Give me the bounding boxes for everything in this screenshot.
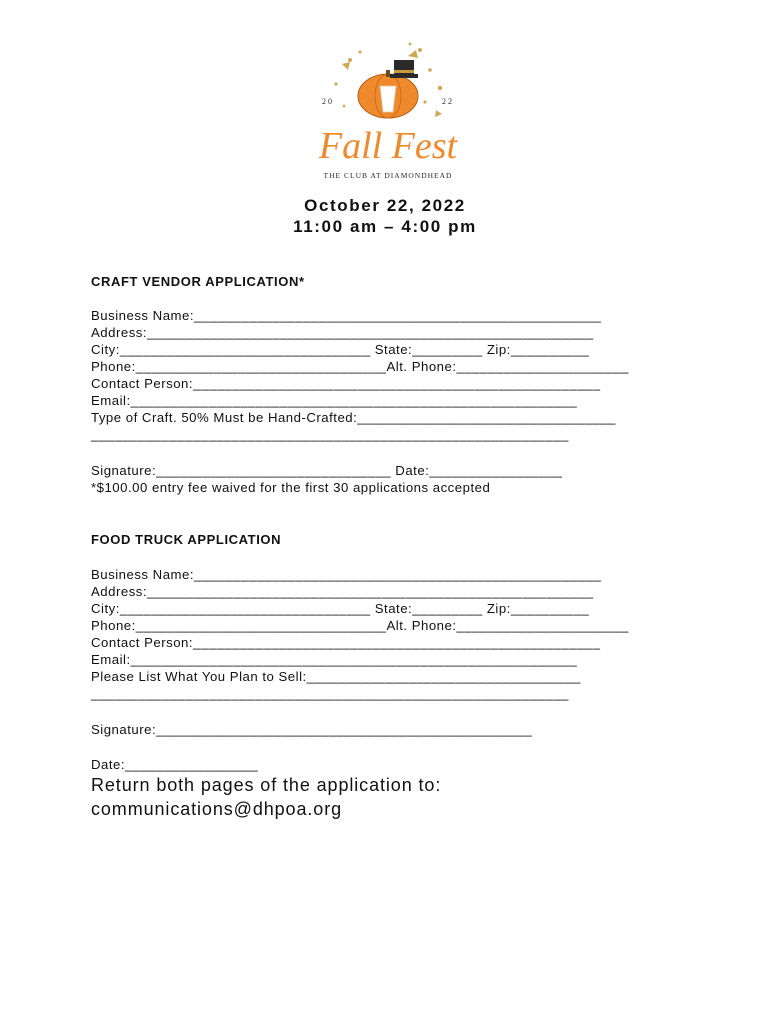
craft-heading: CRAFT VENDOR APPLICATION* <box>91 274 305 289</box>
food-business-name-field[interactable]: Business Name:____________________________________________________ <box>91 567 602 582</box>
craft-city-state-zip-field[interactable]: City:________________________________ State:_________ Zip:__________ <box>91 342 590 357</box>
craft-phone-field[interactable]: Phone:________________________________Alt. Phone:______________________ <box>91 359 629 374</box>
craft-email-field[interactable]: Email:_________________________________________________________ <box>91 393 578 408</box>
food-email-field[interactable]: Email:_________________________________________________________ <box>91 652 578 667</box>
fall-fest-logo <box>290 40 486 182</box>
food-phone-field[interactable]: Phone:________________________________Alt. Phone:______________________ <box>91 618 629 633</box>
food-date-field[interactable]: Date:_________________ <box>91 757 259 772</box>
food-contact-field[interactable]: Contact Person:____________________________________________________ <box>91 635 601 650</box>
craft-type-continuation[interactable]: _____________________________________________________________ <box>91 427 569 442</box>
logo-year-left: 2 0 <box>322 97 332 106</box>
food-signature-field[interactable]: Signature:________________________________________________ <box>91 722 533 737</box>
food-city-state-zip-field[interactable]: City:________________________________ State:_________ Zip:__________ <box>91 601 590 616</box>
logo-title: Fall Fest <box>318 125 458 167</box>
craft-fee-note: *$100.00 entry fee waived for the first 30 applications accepted <box>91 480 491 495</box>
craft-address-field[interactable]: Address:_________________________________________________________ <box>91 325 594 340</box>
return-email: communications@dhpoa.org <box>91 799 342 819</box>
event-time: 11:00 am – 4:00 pm <box>293 217 477 236</box>
craft-type-field[interactable]: Type of Craft. 50% Must be Hand-Crafted:_________________________________ <box>91 410 616 425</box>
logo-subtitle: THE CLUB AT DIAMONDHEAD <box>323 171 453 180</box>
return-instructions: Return both pages of the application to: <box>91 775 442 795</box>
event-date: October 22, 2022 <box>304 196 466 215</box>
food-sell-continuation[interactable]: _____________________________________________________________ <box>91 686 569 701</box>
craft-signature-date-field[interactable]: Signature:______________________________ Date:_________________ <box>91 463 563 478</box>
craft-contact-field[interactable]: Contact Person:____________________________________________________ <box>91 376 601 391</box>
food-sell-field[interactable]: Please List What You Plan to Sell:___________________________________ <box>91 669 581 684</box>
logo-year-right: 2 2 <box>442 97 452 106</box>
food-address-field[interactable]: Address:_________________________________________________________ <box>91 584 594 599</box>
craft-business-name-field[interactable]: Business Name:____________________________________________________ <box>91 308 602 323</box>
pumpkin-logo-graphic <box>290 40 486 182</box>
food-heading: FOOD TRUCK APPLICATION <box>91 532 282 547</box>
